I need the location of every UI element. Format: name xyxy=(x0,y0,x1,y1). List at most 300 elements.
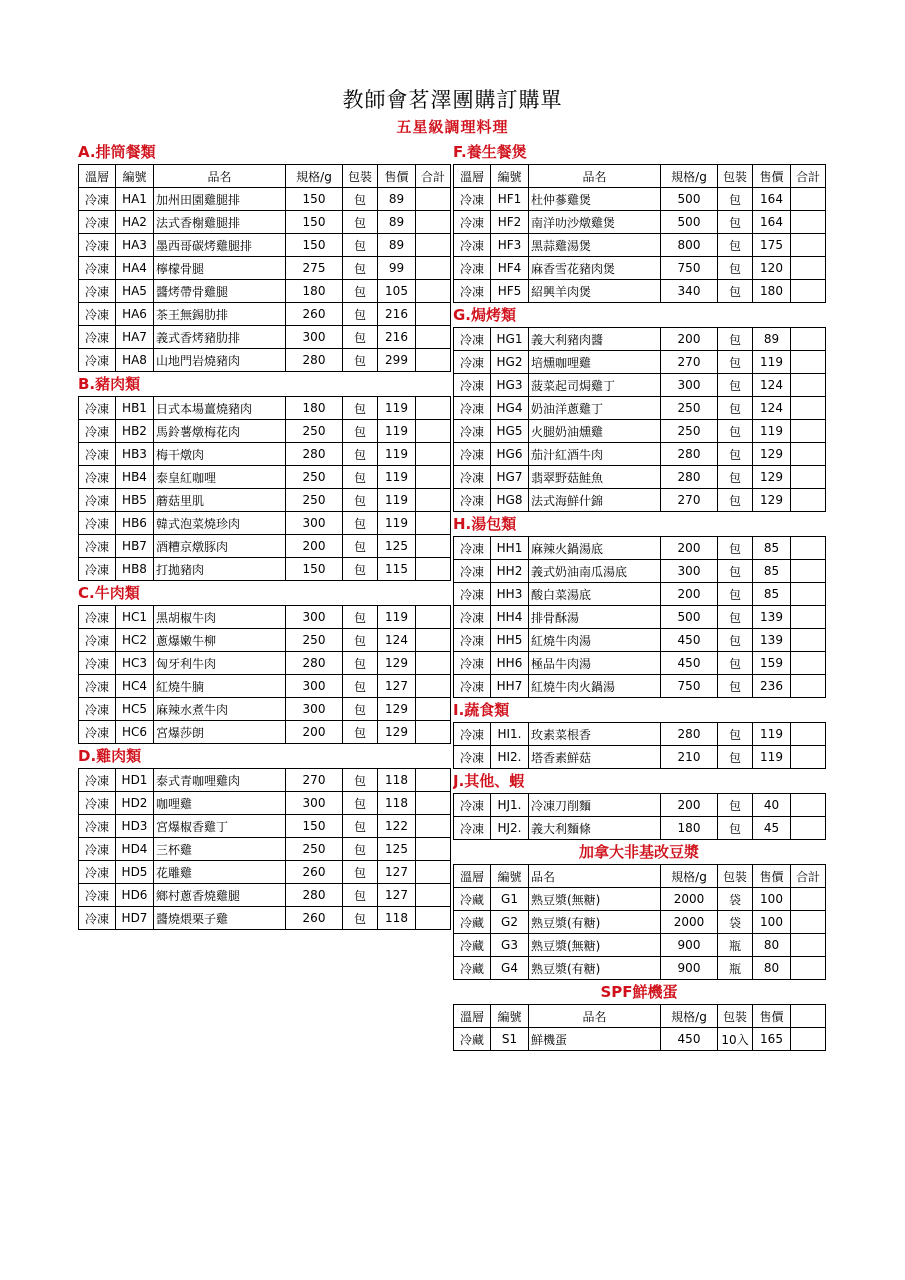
total-cell[interactable] xyxy=(416,326,451,349)
column-header: 編號 xyxy=(491,1005,529,1028)
code-cell: HA8 xyxy=(116,349,154,372)
total-cell[interactable] xyxy=(416,512,451,535)
price-cell: 216 xyxy=(378,326,416,349)
table-row xyxy=(454,652,826,675)
spec-cell: 180 xyxy=(286,280,343,303)
code-cell: HD2 xyxy=(116,792,154,815)
total-cell[interactable] xyxy=(791,934,826,957)
name-cell: 南洋叻沙燉雞煲 xyxy=(529,211,661,234)
order-table xyxy=(453,864,826,980)
table-row xyxy=(454,466,826,489)
table-row xyxy=(454,817,826,840)
total-cell[interactable] xyxy=(791,817,826,840)
column-header-row xyxy=(79,165,451,188)
pack-cell: 包 xyxy=(718,397,753,420)
column-header xyxy=(791,1005,826,1028)
name-cell: 紅燒牛肉火鍋湯 xyxy=(529,675,661,698)
price-cell: 139 xyxy=(753,629,791,652)
price-cell: 124 xyxy=(753,397,791,420)
spec-cell: 280 xyxy=(286,443,343,466)
total-cell[interactable] xyxy=(416,466,451,489)
section-header: G.焗烤類 xyxy=(453,306,517,324)
total-cell[interactable] xyxy=(416,861,451,884)
spec-cell: 250 xyxy=(661,420,718,443)
total-cell[interactable] xyxy=(416,535,451,558)
price-cell: 129 xyxy=(753,443,791,466)
name-cell: 熟豆漿(有糖) xyxy=(529,911,661,934)
price-cell: 120 xyxy=(753,257,791,280)
name-cell: 翡翠野菇鮭魚 xyxy=(529,466,661,489)
spec-cell: 300 xyxy=(286,512,343,535)
name-cell: 杜仲蔘雞煲 xyxy=(529,188,661,211)
price-cell: 129 xyxy=(753,489,791,512)
spec-cell: 200 xyxy=(661,583,718,606)
column-header: 品名 xyxy=(529,165,661,188)
name-cell: 熟豆漿(無糖) xyxy=(529,888,661,911)
total-cell[interactable] xyxy=(416,884,451,907)
temp-cell: 冷凍 xyxy=(454,280,491,303)
pack-cell: 包 xyxy=(343,792,378,815)
column-header-row xyxy=(454,865,826,888)
temp-cell: 冷凍 xyxy=(79,211,116,234)
order-table xyxy=(453,722,826,769)
code-cell: HB8 xyxy=(116,558,154,581)
column-header: 售價 xyxy=(753,865,791,888)
total-cell[interactable] xyxy=(791,397,826,420)
code-cell: HG3 xyxy=(491,374,529,397)
table-row xyxy=(79,652,451,675)
name-cell: 熟豆漿(無糖) xyxy=(529,934,661,957)
spec-cell: 250 xyxy=(286,629,343,652)
total-cell[interactable] xyxy=(416,420,451,443)
price-cell: 119 xyxy=(378,420,416,443)
code-cell: HG8 xyxy=(491,489,529,512)
pack-cell: 包 xyxy=(343,884,378,907)
spec-cell: 500 xyxy=(661,211,718,234)
name-cell: 梅干燉肉 xyxy=(154,443,286,466)
total-cell[interactable] xyxy=(416,606,451,629)
price-cell: 180 xyxy=(753,280,791,303)
total-cell[interactable] xyxy=(791,280,826,303)
total-cell[interactable] xyxy=(791,746,826,769)
price-cell: 127 xyxy=(378,861,416,884)
temp-cell: 冷凍 xyxy=(79,280,116,303)
pack-cell: 包 xyxy=(343,489,378,512)
temp-cell: 冷凍 xyxy=(454,629,491,652)
temp-cell: 冷凍 xyxy=(79,769,116,792)
price-cell: 99 xyxy=(378,257,416,280)
spec-cell: 200 xyxy=(286,721,343,744)
temp-cell: 冷凍 xyxy=(79,792,116,815)
price-cell: 89 xyxy=(378,211,416,234)
total-cell[interactable] xyxy=(791,560,826,583)
name-cell: 黑蒜雞湯煲 xyxy=(529,234,661,257)
price-cell: 100 xyxy=(753,888,791,911)
name-cell: 極品牛肉湯 xyxy=(529,652,661,675)
pack-cell: 包 xyxy=(718,652,753,675)
total-cell[interactable] xyxy=(416,397,451,420)
total-cell[interactable] xyxy=(791,1028,826,1051)
table-row xyxy=(79,349,451,372)
price-cell: 105 xyxy=(378,280,416,303)
temp-cell: 冷凍 xyxy=(454,188,491,211)
price-cell: 119 xyxy=(378,397,416,420)
table-row xyxy=(454,888,826,911)
pack-cell: 包 xyxy=(718,257,753,280)
pack-cell: 包 xyxy=(718,537,753,560)
code-cell: HB5 xyxy=(116,489,154,512)
table-row xyxy=(454,934,826,957)
pack-cell: 包 xyxy=(718,583,753,606)
code-cell: HA2 xyxy=(116,211,154,234)
name-cell: 冷凍刀削麵 xyxy=(529,794,661,817)
table-row xyxy=(454,420,826,443)
temp-cell: 冷凍 xyxy=(454,351,491,374)
total-cell[interactable] xyxy=(416,629,451,652)
table-row xyxy=(79,769,451,792)
price-cell: 124 xyxy=(753,374,791,397)
name-cell: 鮮機蛋 xyxy=(529,1028,661,1051)
name-cell: 日式本場薑燒豬肉 xyxy=(154,397,286,420)
total-cell[interactable] xyxy=(791,374,826,397)
price-cell: 164 xyxy=(753,188,791,211)
total-cell[interactable] xyxy=(791,257,826,280)
code-cell: HG5 xyxy=(491,420,529,443)
name-cell: 匈牙利牛肉 xyxy=(154,652,286,675)
total-cell[interactable] xyxy=(416,280,451,303)
table-row xyxy=(79,861,451,884)
spec-cell: 150 xyxy=(286,188,343,211)
table-row xyxy=(79,838,451,861)
total-cell[interactable] xyxy=(416,652,451,675)
price-cell: 119 xyxy=(753,746,791,769)
total-cell[interactable] xyxy=(791,583,826,606)
temp-cell: 冷凍 xyxy=(79,652,116,675)
total-cell[interactable] xyxy=(791,443,826,466)
pack-cell: 包 xyxy=(718,328,753,351)
total-cell[interactable] xyxy=(791,606,826,629)
total-cell[interactable] xyxy=(791,629,826,652)
section-header: D.雞肉類 xyxy=(78,747,142,765)
pack-cell: 包 xyxy=(718,629,753,652)
table-row xyxy=(454,560,826,583)
total-cell[interactable] xyxy=(416,257,451,280)
price-cell: 89 xyxy=(378,234,416,257)
column-header-row xyxy=(454,165,826,188)
spec-cell: 280 xyxy=(286,884,343,907)
spec-cell: 270 xyxy=(286,769,343,792)
total-cell[interactable] xyxy=(791,351,826,374)
code-cell: HD6 xyxy=(116,884,154,907)
spec-cell: 300 xyxy=(661,560,718,583)
total-cell[interactable] xyxy=(791,188,826,211)
price-cell: 89 xyxy=(753,328,791,351)
order-table xyxy=(78,164,451,372)
order-table xyxy=(453,793,826,840)
temp-cell: 冷凍 xyxy=(454,234,491,257)
spec-cell: 250 xyxy=(286,489,343,512)
price-cell: 118 xyxy=(378,769,416,792)
table-row xyxy=(79,721,451,744)
section-header: SPF鮮機蛋 xyxy=(600,983,678,1001)
price-cell: 89 xyxy=(378,188,416,211)
price-cell: 299 xyxy=(378,349,416,372)
table-row xyxy=(79,188,451,211)
temp-cell: 冷凍 xyxy=(454,583,491,606)
total-cell[interactable] xyxy=(416,907,451,930)
name-cell: 義大利麵條 xyxy=(529,817,661,840)
pack-cell: 包 xyxy=(718,489,753,512)
pack-cell: 包 xyxy=(343,211,378,234)
temp-cell: 冷凍 xyxy=(454,817,491,840)
name-cell: 酸白菜湯底 xyxy=(529,583,661,606)
total-cell[interactable] xyxy=(791,888,826,911)
code-cell: HC6 xyxy=(116,721,154,744)
total-cell[interactable] xyxy=(791,537,826,560)
pack-cell: 包 xyxy=(343,188,378,211)
total-cell[interactable] xyxy=(791,420,826,443)
column-header: 售價 xyxy=(378,165,416,188)
price-cell: 119 xyxy=(378,443,416,466)
table-row xyxy=(79,512,451,535)
spec-cell: 340 xyxy=(661,280,718,303)
total-cell[interactable] xyxy=(791,234,826,257)
code-cell: HD1 xyxy=(116,769,154,792)
price-cell: 129 xyxy=(753,466,791,489)
total-cell[interactable] xyxy=(791,489,826,512)
temp-cell: 冷藏 xyxy=(454,911,491,934)
pack-cell: 包 xyxy=(718,466,753,489)
price-cell: 122 xyxy=(378,815,416,838)
spec-cell: 500 xyxy=(661,606,718,629)
section-header: F.養生餐煲 xyxy=(453,143,527,161)
temp-cell: 冷凍 xyxy=(454,397,491,420)
temp-cell: 冷凍 xyxy=(454,466,491,489)
temp-cell: 冷凍 xyxy=(454,794,491,817)
pack-cell: 包 xyxy=(343,349,378,372)
name-cell: 泰皇紅咖哩 xyxy=(154,466,286,489)
spec-cell: 280 xyxy=(661,723,718,746)
name-cell: 玫素菜根香 xyxy=(529,723,661,746)
name-cell: 熟豆漿(有糖) xyxy=(529,957,661,980)
table-row xyxy=(79,535,451,558)
temp-cell: 冷凍 xyxy=(79,303,116,326)
pack-cell: 包 xyxy=(343,303,378,326)
left-column xyxy=(78,140,451,930)
name-cell: 培燻咖哩雞 xyxy=(529,351,661,374)
pack-cell: 包 xyxy=(343,535,378,558)
temp-cell: 冷藏 xyxy=(454,888,491,911)
table-row xyxy=(454,537,826,560)
code-cell: G3 xyxy=(491,934,529,957)
total-cell[interactable] xyxy=(416,443,451,466)
price-cell: 216 xyxy=(378,303,416,326)
pack-cell: 包 xyxy=(718,606,753,629)
order-table xyxy=(453,1004,826,1051)
column-header: 售價 xyxy=(753,165,791,188)
spec-cell: 180 xyxy=(661,817,718,840)
name-cell: 義式香烤豬肋排 xyxy=(154,326,286,349)
column-header: 規格/g xyxy=(286,165,343,188)
pack-cell: 包 xyxy=(343,257,378,280)
name-cell: 紹興羊肉煲 xyxy=(529,280,661,303)
price-cell: 165 xyxy=(753,1028,791,1051)
pack-cell: 包 xyxy=(343,606,378,629)
total-cell[interactable] xyxy=(791,328,826,351)
spec-cell: 150 xyxy=(286,815,343,838)
temp-cell: 冷凍 xyxy=(79,884,116,907)
code-cell: HH6 xyxy=(491,652,529,675)
name-cell: 法式香榭雞腿排 xyxy=(154,211,286,234)
total-cell[interactable] xyxy=(416,721,451,744)
pack-cell: 包 xyxy=(718,723,753,746)
pack-cell: 瓶 xyxy=(718,934,753,957)
code-cell: HG7 xyxy=(491,466,529,489)
name-cell: 黑胡椒牛肉 xyxy=(154,606,286,629)
total-cell[interactable] xyxy=(416,489,451,512)
column-header: 售價 xyxy=(753,1005,791,1028)
code-cell: HA4 xyxy=(116,257,154,280)
total-cell[interactable] xyxy=(416,303,451,326)
price-cell: 80 xyxy=(753,934,791,957)
total-cell[interactable] xyxy=(791,675,826,698)
table-row xyxy=(454,723,826,746)
table-row xyxy=(454,188,826,211)
temp-cell: 冷凍 xyxy=(454,443,491,466)
spec-cell: 450 xyxy=(661,652,718,675)
code-cell: HF3 xyxy=(491,234,529,257)
spec-cell: 900 xyxy=(661,957,718,980)
price-cell: 85 xyxy=(753,583,791,606)
section-header: I.蔬食類 xyxy=(453,701,510,719)
total-cell[interactable] xyxy=(416,838,451,861)
column-header-row xyxy=(454,1005,826,1028)
total-cell[interactable] xyxy=(416,769,451,792)
name-cell: 茄汁紅酒牛肉 xyxy=(529,443,661,466)
code-cell: G1 xyxy=(491,888,529,911)
code-cell: HH3 xyxy=(491,583,529,606)
table-row xyxy=(454,1028,826,1051)
page-title: 教師會茗澤團購訂購單 xyxy=(342,88,563,112)
temp-cell: 冷凍 xyxy=(454,257,491,280)
code-cell: HG6 xyxy=(491,443,529,466)
table-row xyxy=(454,257,826,280)
spec-cell: 150 xyxy=(286,234,343,257)
pack-cell: 包 xyxy=(718,234,753,257)
pack-cell: 包 xyxy=(718,675,753,698)
pack-cell: 包 xyxy=(343,721,378,744)
spec-cell: 250 xyxy=(286,420,343,443)
code-cell: HA6 xyxy=(116,303,154,326)
column-header: 包裝 xyxy=(718,865,753,888)
table-row xyxy=(454,629,826,652)
column-header: 合計 xyxy=(791,165,826,188)
total-cell[interactable] xyxy=(791,794,826,817)
total-cell[interactable] xyxy=(791,466,826,489)
price-cell: 119 xyxy=(378,606,416,629)
code-cell: HI2. xyxy=(491,746,529,769)
price-cell: 115 xyxy=(378,558,416,581)
temp-cell: 冷凍 xyxy=(454,560,491,583)
total-cell[interactable] xyxy=(416,675,451,698)
pack-cell: 包 xyxy=(343,397,378,420)
total-cell[interactable] xyxy=(791,911,826,934)
code-cell: HG1 xyxy=(491,328,529,351)
price-cell: 175 xyxy=(753,234,791,257)
temp-cell: 冷凍 xyxy=(79,838,116,861)
total-cell[interactable] xyxy=(416,188,451,211)
code-cell: HA3 xyxy=(116,234,154,257)
total-cell[interactable] xyxy=(416,792,451,815)
total-cell[interactable] xyxy=(791,957,826,980)
temp-cell: 冷凍 xyxy=(454,328,491,351)
total-cell[interactable] xyxy=(416,815,451,838)
spec-cell: 200 xyxy=(661,794,718,817)
spec-cell: 300 xyxy=(286,675,343,698)
code-cell: HF1 xyxy=(491,188,529,211)
pack-cell: 包 xyxy=(343,629,378,652)
temp-cell: 冷凍 xyxy=(79,629,116,652)
pack-cell: 包 xyxy=(718,351,753,374)
table-row xyxy=(79,443,451,466)
price-cell: 159 xyxy=(753,652,791,675)
price-cell: 100 xyxy=(753,911,791,934)
temp-cell: 冷凍 xyxy=(79,466,116,489)
spec-cell: 900 xyxy=(661,934,718,957)
code-cell: HC5 xyxy=(116,698,154,721)
total-cell[interactable] xyxy=(416,211,451,234)
total-cell[interactable] xyxy=(791,211,826,234)
name-cell: 紅燒牛腩 xyxy=(154,675,286,698)
code-cell: HC4 xyxy=(116,675,154,698)
total-cell[interactable] xyxy=(791,652,826,675)
price-cell: 119 xyxy=(378,466,416,489)
name-cell: 宮爆莎朗 xyxy=(154,721,286,744)
table-row xyxy=(454,374,826,397)
total-cell[interactable] xyxy=(791,723,826,746)
total-cell[interactable] xyxy=(416,558,451,581)
total-cell[interactable] xyxy=(416,234,451,257)
table-row xyxy=(454,794,826,817)
spec-cell: 250 xyxy=(286,838,343,861)
column-header: 品名 xyxy=(529,1005,661,1028)
price-cell: 118 xyxy=(378,907,416,930)
temp-cell: 冷凍 xyxy=(454,489,491,512)
price-cell: 85 xyxy=(753,537,791,560)
price-cell: 124 xyxy=(378,629,416,652)
spec-cell: 280 xyxy=(661,443,718,466)
temp-cell: 冷凍 xyxy=(79,907,116,930)
page-subtitle: 五星級調理料理 xyxy=(396,118,509,136)
pack-cell: 包 xyxy=(718,211,753,234)
total-cell[interactable] xyxy=(416,349,451,372)
price-cell: 45 xyxy=(753,817,791,840)
name-cell: 咖哩雞 xyxy=(154,792,286,815)
spec-cell: 150 xyxy=(286,558,343,581)
column-header: 編號 xyxy=(491,165,529,188)
right-column xyxy=(453,140,826,1051)
price-cell: 129 xyxy=(378,698,416,721)
table-row xyxy=(454,675,826,698)
total-cell[interactable] xyxy=(416,698,451,721)
column-header: 品名 xyxy=(154,165,286,188)
column-header: 規格/g xyxy=(661,1005,718,1028)
order-table xyxy=(453,164,826,303)
table-row xyxy=(454,397,826,420)
table-row xyxy=(79,397,451,420)
name-cell: 火腿奶油燻雞 xyxy=(529,420,661,443)
name-cell: 蘑菇里肌 xyxy=(154,489,286,512)
